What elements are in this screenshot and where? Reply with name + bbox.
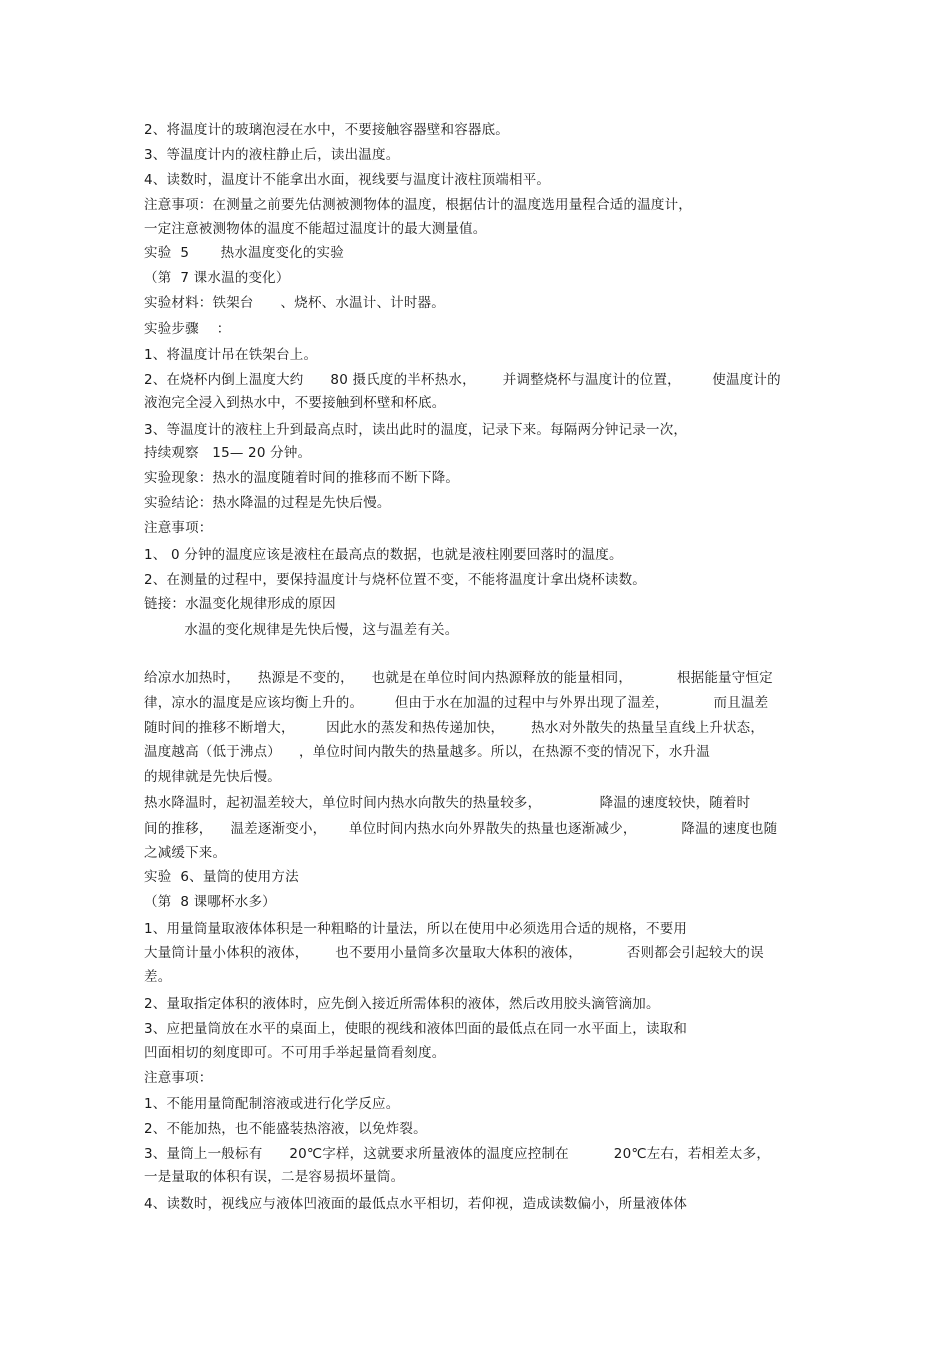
text-line: 1、用量筒量取液体体积是一种粗略的计量法，所以在使用中必须选用合适的规格，不要用: [144, 921, 688, 937]
text-line: （第 8 课哪杯水多）: [144, 894, 276, 910]
text-line: 1、 0 分钟的温度应该是液柱在最高点的数据，也就是液柱刚要回落时的温度。: [144, 547, 623, 563]
text-line: 持续观察 15— 20 分钟。: [144, 445, 312, 461]
text-line: 4、读数时，视线应与液体凹液面的最低点水平相切，若仰视，造成读数偏小，所量液体体: [144, 1196, 688, 1212]
text-line: 注意事项：: [144, 1070, 213, 1086]
text-line: 的规律就是先快后慢。: [144, 769, 281, 785]
text-line: 大量筒计量小体积的液体， 也不要用小量筒多次量取大体积的液体， 否则都会引起较大的误: [144, 945, 764, 961]
text-line: 2、不能加热，也不能盛装热溶液，以免炸裂。: [144, 1121, 427, 1137]
text-line: 3、应把量筒放在水平的桌面上，使眼的视线和液体凹面的最低点在同一水平面上，读取和: [144, 1021, 688, 1037]
section-heading: 实验 6、量筒的使用方法: [144, 869, 299, 885]
text-line: 实验结论：热水降温的过程是先快后慢。: [144, 495, 391, 511]
text-line: 热水降温时，起初温差较大，单位时间内热水向散失的热量较多， 降温的速度较快，随着时: [144, 795, 751, 811]
text-line: 律，凉水的温度是应该均衡上升的。 但由于水在加温的过程中与外界出现了温差， 而且温差: [144, 695, 769, 711]
text-line: 间的推移， 温差逐渐变小， 单位时间内热水向外界散失的热量也逐渐减少， 降温的速度也随: [144, 821, 778, 837]
text-line: 一定注意被测物体的温度不能超过温度计的最大测量值。: [144, 221, 487, 237]
text-line: 实验材料：铁架台 、烧杯、水温计、计时器。: [144, 295, 445, 311]
text-line: 液泡完全浸入到热水中，不要接触到杯壁和杯底。: [144, 395, 446, 411]
text-line: 2、量取指定体积的液体时，应先倒入接近所需体积的液体，然后改用胶头滴管滴加。: [144, 996, 660, 1012]
text-line: 2、在烧杯内倒上温度大约 80 摄氏度的半杯热水， 并调整烧杯与温度计的位置， 使温度计的: [144, 372, 781, 388]
text-line: 温度越高（低于沸点） ，单位时间内散失的热量越多。所以，在热源不变的情况下，水升温: [144, 744, 710, 760]
text-line: 3、等温度计的液柱上升到最高点时，读出此时的温度，记录下来。每隔两分钟记录一次，: [144, 422, 688, 438]
text-line: 3、量筒上一般标有 20℃字样，这就要求所量液体的温度应控制在 20℃左右，若相差太多，: [144, 1146, 771, 1162]
text-line: 1、将温度计吊在铁架台上。: [144, 347, 318, 363]
text-line: 3、等温度计内的液柱静止后，读出温度。: [144, 147, 400, 163]
text-line: 随时间的推移不断增大， 因此水的蒸发和热传递加快， 热水对外散失的热量呈直线上升状态，: [144, 720, 765, 736]
text-line: （第 7 课水温的变化）: [144, 270, 290, 286]
text-line: 4、读数时，温度计不能拿出水面，视线要与温度计液柱顶端相平。: [144, 172, 551, 188]
text-line: 1、不能用量筒配制溶液或进行化学反应。: [144, 1096, 400, 1112]
text-line: 差。: [144, 969, 172, 985]
text-line: 之减缓下来。: [144, 845, 227, 861]
text-line: 凹面相切的刻度即可。不可用手举起量筒看刻度。: [144, 1045, 446, 1061]
text-line: 水温的变化规律是先快后慢，这与温差有关。: [144, 622, 459, 638]
text-line: 一是量取的体积有误，二是容易损坏量筒。: [144, 1169, 405, 1185]
section-heading: 实验 5 热水温度变化的实验: [144, 245, 344, 261]
text-line: 2、将温度计的玻璃泡浸在水中，不要接触容器壁和容器底。: [144, 122, 509, 138]
text-line: 注意事项：在测量之前要先估测被测物体的温度，根据估计的温度选用量程合适的温度计，: [144, 197, 692, 213]
text-line: 链接：水温变化规律形成的原因: [144, 596, 336, 612]
text-line: 2、在测量的过程中，要保持温度计与烧杯位置不变，不能将温度计拿出烧杯读数。: [144, 572, 646, 588]
text-line: 实验现象：热水的温度随着时间的推移而不断下降。: [144, 470, 460, 486]
text-line: 实验步骤 ：: [144, 321, 231, 337]
text-line: 给凉水加热时， 热源是不变的， 也就是在单位时间内热源释放的能量相同， 根据能量守恒定: [144, 670, 773, 686]
text-line: 注意事项：: [144, 520, 213, 536]
